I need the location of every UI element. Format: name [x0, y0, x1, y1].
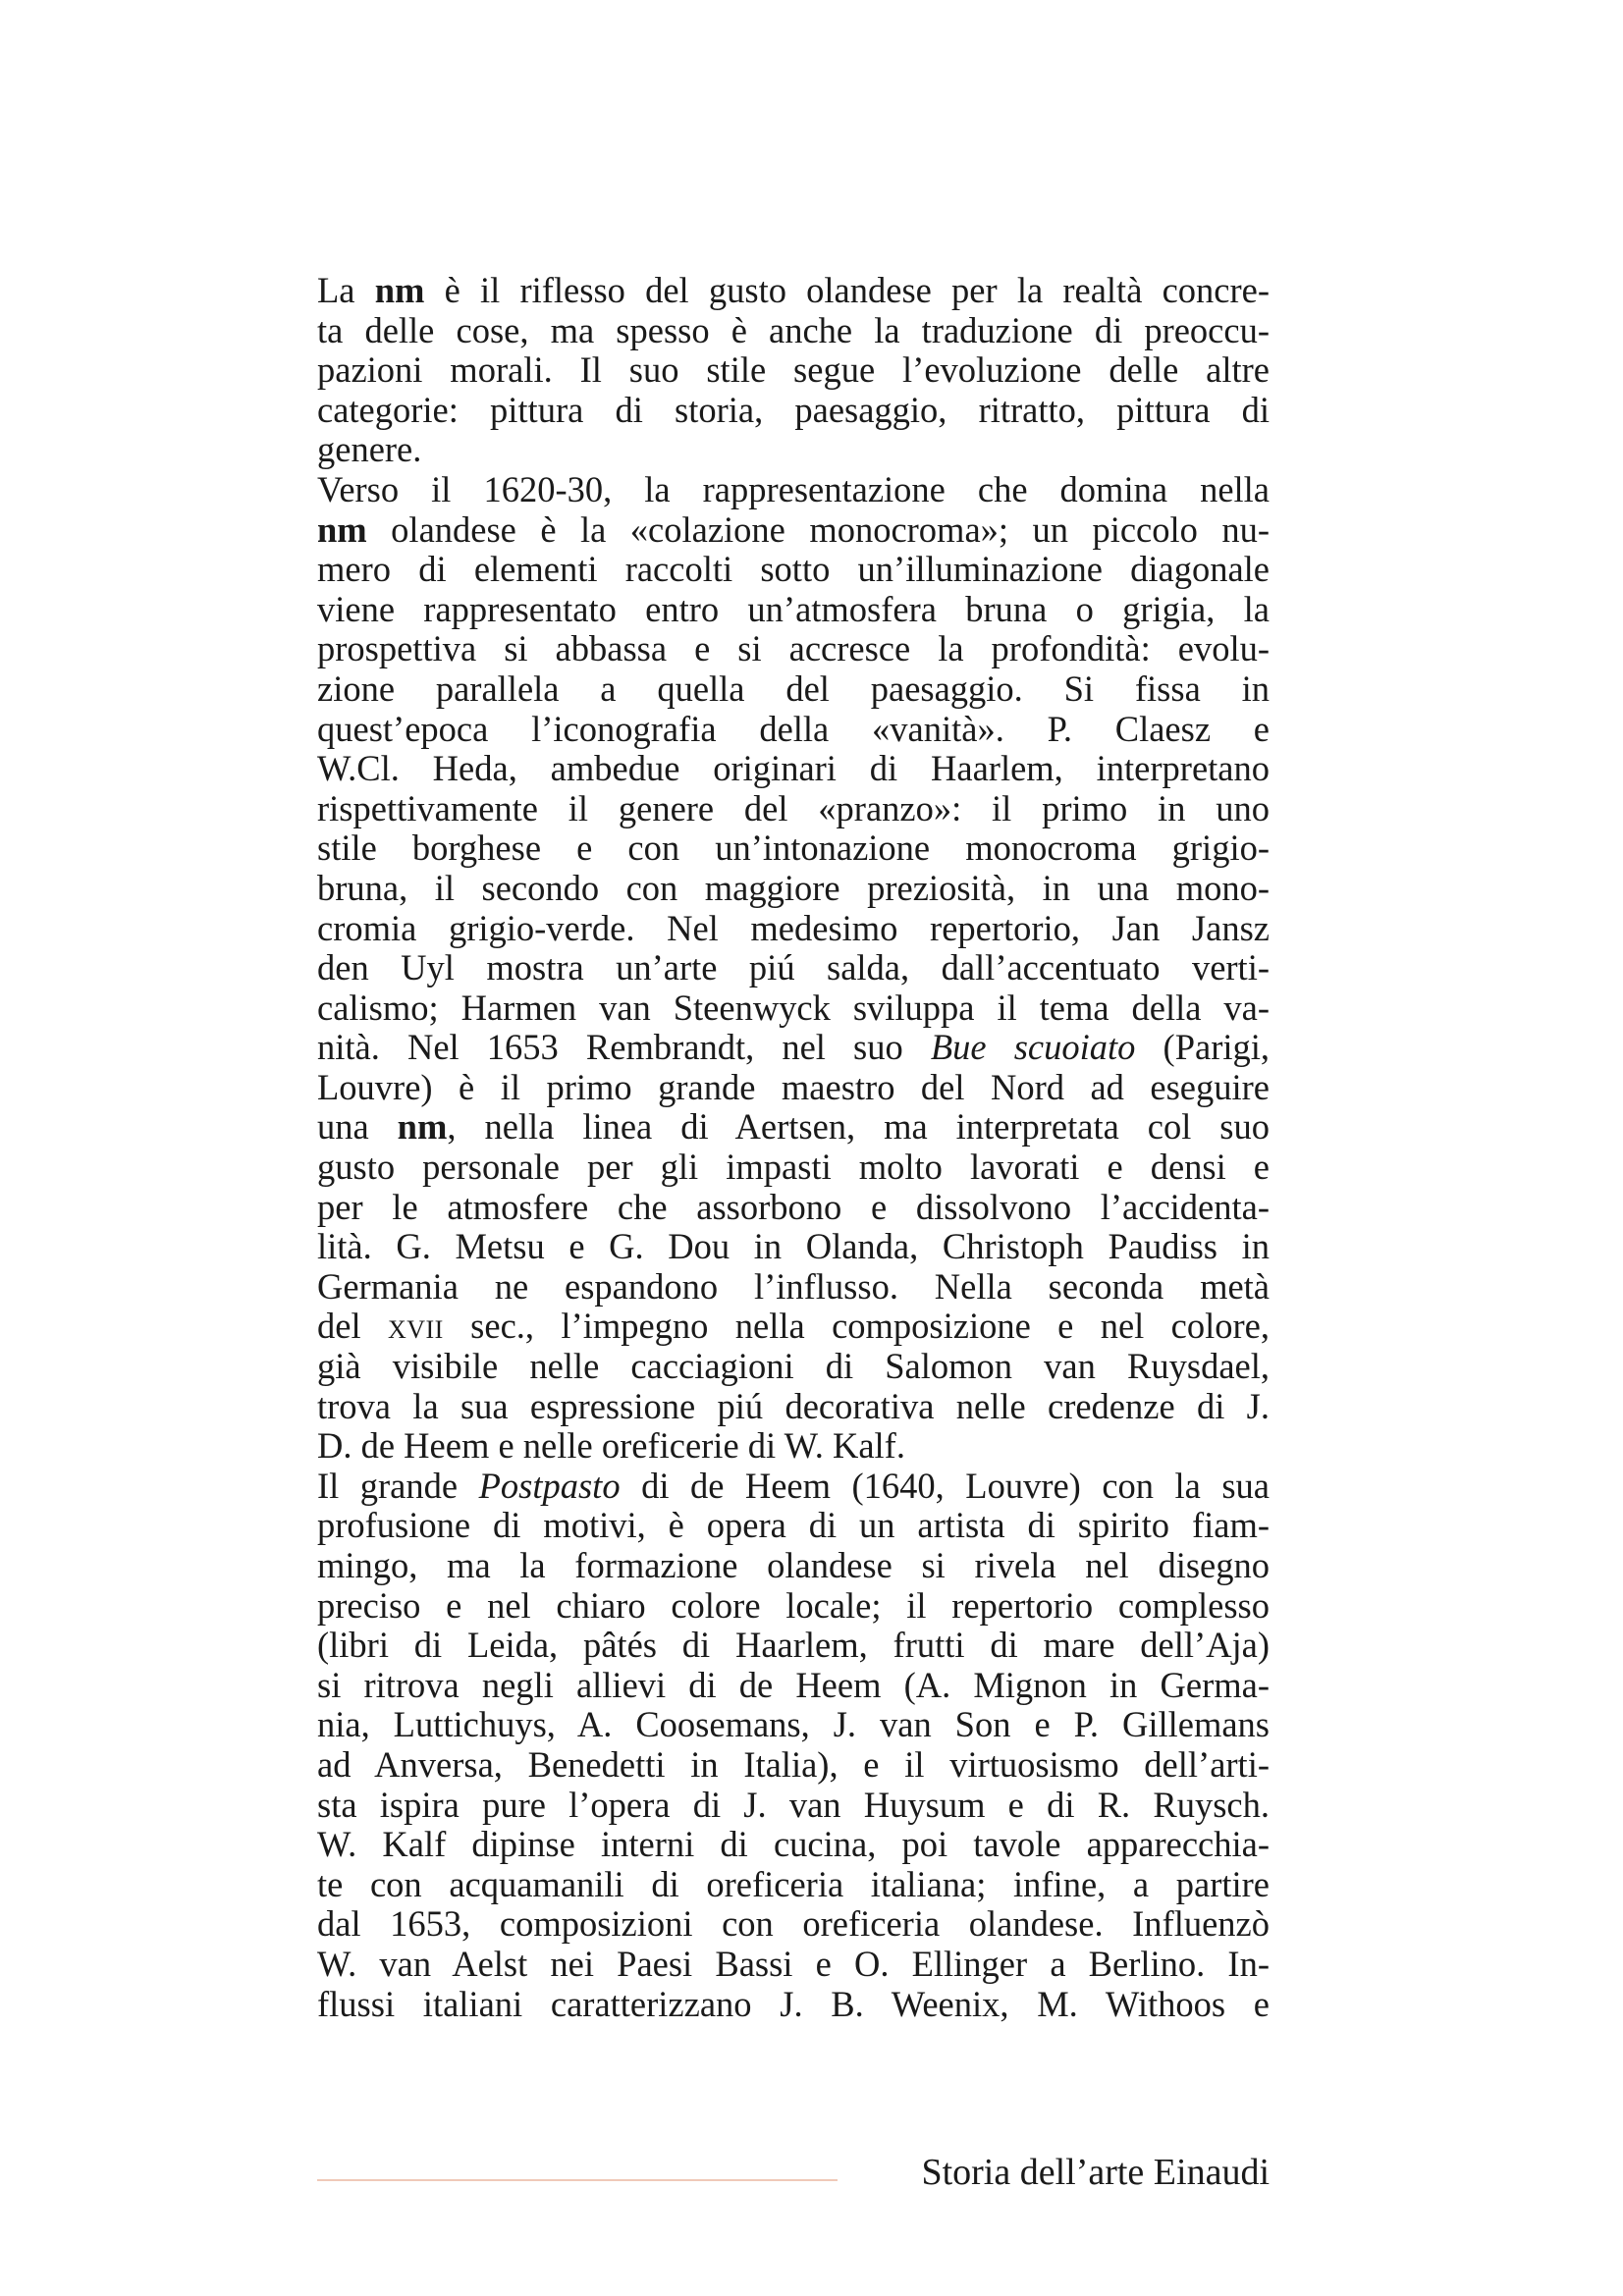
text-run: genere.	[317, 429, 422, 470]
text-line	[317, 1426, 1270, 1467]
text-line	[317, 1028, 1270, 1068]
text-run: del	[317, 1306, 388, 1347]
bold-term: nm	[374, 270, 425, 310]
text-run: W. Kalf dipinse interni di cucina, poi tavole apparecchia-	[317, 1824, 1270, 1865]
text-line	[317, 1666, 1270, 1706]
text-run: una	[317, 1106, 398, 1148]
text-run: , nella linea di Aertsen, ma interpretata col suo	[447, 1106, 1270, 1148]
text-run: bruna, il secondo con maggiore preziosità, in una mono-	[317, 867, 1270, 908]
artwork-title: Bue scuoiato	[930, 1027, 1136, 1068]
text-line	[317, 629, 1270, 669]
text-line	[317, 350, 1270, 391]
text-line	[317, 1546, 1270, 1586]
text-line	[317, 1904, 1270, 1945]
text-line	[317, 1506, 1270, 1546]
text-line	[317, 1745, 1270, 1786]
text-line	[317, 869, 1270, 909]
text-line	[317, 1068, 1270, 1108]
text-run: per le atmosfere che assorbono e dissolvono l’accidenta-	[317, 1186, 1270, 1227]
text-line	[317, 430, 1270, 470]
text-line	[317, 1148, 1270, 1188]
text-run: di de Heem (1640, Louvre) con la sua	[620, 1465, 1270, 1506]
text-run: già visibile nelle cacciagioni di Salomon van Ruysdael,	[317, 1346, 1270, 1387]
artwork-title: Postpasto	[478, 1465, 621, 1506]
text-run: categorie: pittura di storia, paesaggio, ritratto, pittura di	[317, 389, 1270, 430]
text-run: (Parigi,	[1135, 1027, 1271, 1068]
text-run: gusto personale per gli impasti molto lavorati e densi e	[317, 1147, 1270, 1188]
text-run: sta ispira pure l’opera di J. van Huysum e di R. Ruysch.	[317, 1784, 1270, 1825]
text-run: si ritrova negli allievi di de Heem (A. Mignon in Germa-	[317, 1664, 1270, 1705]
text-run: Germania ne espandono l’influsso. Nella seconda metà	[317, 1265, 1270, 1307]
text-run: W.Cl. Heda, ambedue originari di Haarlem, interpretano	[317, 748, 1270, 789]
footer-publication-title: Storia dell’arte Einaudi	[921, 2152, 1270, 2193]
text-line	[317, 1586, 1270, 1627]
text-line	[317, 1188, 1270, 1228]
text-line	[317, 391, 1270, 431]
text-run: olandese è la «colazione monocroma»; un piccolo nu-	[366, 508, 1270, 550]
text-run: quest’epoca l’iconografia della «vanità». P. Claesz e	[317, 708, 1270, 749]
text-line	[317, 669, 1270, 710]
paragraph	[317, 470, 1270, 1467]
century-numeral: xvii	[387, 1306, 444, 1347]
text-line	[317, 510, 1270, 551]
text-run: Louvre) è il primo grande maestro del Nord ad eseguire	[317, 1066, 1270, 1107]
text-line	[317, 470, 1270, 510]
text-run: prospettiva si abbassa e si accresce la profondità: evolu-	[317, 628, 1270, 669]
text-run: nia, Luttichuys, A. Coosemans, J. van Son e P. Gillemans	[317, 1704, 1270, 1745]
text-line	[317, 1227, 1270, 1267]
text-line	[317, 311, 1270, 351]
text-run: viene rappresentato entro un’atmosfera bruna o grigia, la	[317, 588, 1270, 629]
text-run: nità. Nel 1653 Rembrandt, nel suo	[317, 1027, 931, 1068]
text-line	[317, 271, 1270, 311]
text-run: ta delle cose, ma spesso è anche la traduzione di preoccu-	[317, 309, 1270, 350]
text-run: Il grande	[317, 1465, 479, 1506]
text-line	[317, 590, 1270, 630]
text-run: cromia grigio-verde. Nel medesimo repertorio, Jan Jansz	[317, 907, 1270, 948]
text-run: zione parallela a quella del paesaggio. Si fissa in	[317, 667, 1270, 709]
text-line	[317, 828, 1270, 869]
text-run: profusione di motivi, è opera di un artista di spirito fiam-	[317, 1505, 1270, 1546]
text-line	[317, 1786, 1270, 1826]
text-run: D. de Heem e nelle oreficerie di W. Kalf.	[317, 1425, 905, 1467]
text-line	[317, 988, 1270, 1029]
text-run: preciso e nel chiaro colore locale; il repertorio complesso	[317, 1584, 1270, 1626]
text-run: ad Anversa, Benedetti in Italia), e il virtuosismo dell’arti-	[317, 1743, 1270, 1785]
bold-term: nm	[397, 1106, 448, 1148]
text-line	[317, 1705, 1270, 1745]
text-line	[317, 1626, 1270, 1666]
paragraph	[317, 1467, 1270, 2024]
text-line	[317, 550, 1270, 590]
text-line	[317, 1267, 1270, 1308]
text-run: è il riflesso del gusto olandese per la realtà concre-	[424, 270, 1270, 310]
text-run: lità. G. Metsu e G. Dou in Olanda, Christoph Paudiss in	[317, 1226, 1270, 1267]
text-line	[317, 1387, 1270, 1427]
text-run: dal 1653, composizioni con oreficeria olandese. Influenzò	[317, 1903, 1270, 1945]
text-line	[317, 749, 1270, 789]
text-run: mero di elementi raccolti sotto un’illuminazione diagonale	[317, 549, 1270, 590]
text-run: trova la sua espressione piú decorativa nelle credenze di J.	[317, 1385, 1270, 1426]
text-run: calismo; Harmen van Steenwyck sviluppa il tema della va-	[317, 987, 1270, 1028]
text-run: stile borghese e con un’intonazione monocroma grigio-	[317, 828, 1270, 869]
text-line	[317, 1985, 1270, 2025]
text-line	[317, 1467, 1270, 1507]
text-line	[317, 948, 1270, 988]
text-line	[317, 1107, 1270, 1148]
text-line	[317, 1865, 1270, 1905]
footer-rule	[317, 2179, 838, 2181]
text-run: mingo, ma la formazione olandese si rivela nel disegno	[317, 1545, 1270, 1585]
text-run: sec., l’impegno nella composizione e nel colore,	[443, 1306, 1270, 1347]
text-run: te con acquamanili di oreficeria italiana; infine, a partire	[317, 1863, 1270, 1904]
text-run: La	[317, 270, 375, 310]
text-line	[317, 909, 1270, 949]
text-run: flussi italiani caratterizzano J. B. Weenix, M. Withoos e	[317, 1983, 1270, 2024]
text-run: W. van Aelst nei Paesi Bassi e O. Ellinger a Berlino. In-	[317, 1943, 1270, 1984]
text-run: den Uyl mostra un’arte piú salda, dall’accentuato verti-	[317, 947, 1270, 988]
text-line	[317, 1825, 1270, 1865]
text-line	[317, 789, 1270, 829]
bold-term: nm	[317, 508, 367, 550]
text-line	[317, 1347, 1270, 1387]
text-run: pazioni morali. Il suo stile segue l’evoluzione delle altre	[317, 349, 1270, 391]
body-text	[317, 271, 1270, 2024]
text-run: (libri di Leida, pâtés di Haarlem, frutti di mare dell’Aja)	[317, 1625, 1270, 1666]
paragraph	[317, 271, 1270, 470]
text-run: Verso il 1620-30, la rappresentazione che domina nella	[317, 468, 1270, 509]
text-line	[317, 1307, 1270, 1347]
text-run: rispettivamente il genere del «pranzo»: il primo in uno	[317, 787, 1270, 828]
text-line	[317, 710, 1270, 750]
text-line	[317, 1945, 1270, 1985]
